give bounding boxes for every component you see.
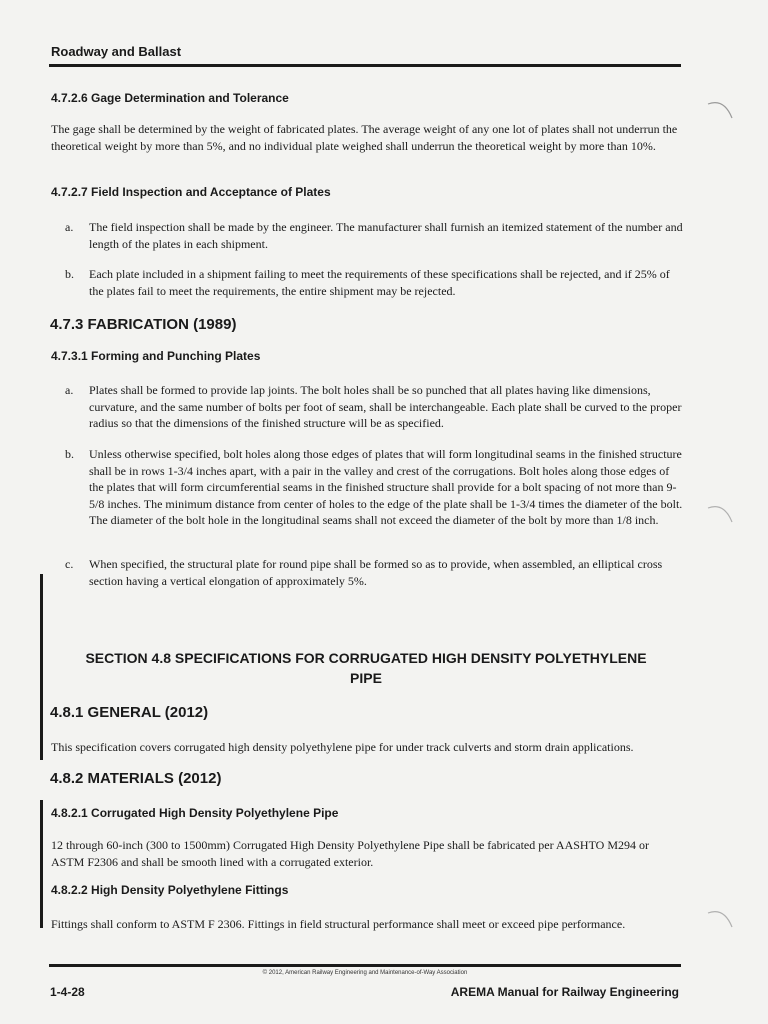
footer-rule	[49, 964, 681, 967]
paragraph-fittings: Fittings shall conform to ASTM F 2306. Fittings in field structural performance shall meet or exceed pipe performance.	[51, 917, 626, 931]
heading-4-7-2-7: 4.7.2.7 Field Inspection and Acceptance of Plates	[51, 185, 331, 199]
manual-title: AREMA Manual for Railway Engineering	[450, 985, 679, 999]
change-bar	[40, 574, 43, 760]
binder-hole-mark-middle	[706, 500, 736, 530]
binder-hole-mark-top	[706, 96, 736, 126]
heading-4-8-2-2: 4.8.2.2 High Density Polyethylene Fittings	[51, 883, 289, 897]
section-title-line-2: PIPE	[350, 670, 382, 686]
heading-4-8-1: 4.8.1 GENERAL (2012)	[50, 704, 209, 721]
list-item-text: Unless otherwise specified, bolt holes along those edges of plates that will form longitudinal seams in the finished structure shall be in rows 1-3/4 inches apart, with a pair in the valley and crest of the corrugations. Bolt holes along those edges of the plates that will form circumferential seams in the finished structure shall provide for a bolt spacing of not more than 9-5/8 inches. The minimum distance from center of holes to the edge of the plate shall be 1-3/4 times the diameter of the bolt. The diameter of the bolt hole in the longitudinal seams shall not exceed the diameter of the bolt by more than 1/8 inch.	[89, 447, 683, 527]
list-marker: b.	[65, 267, 74, 281]
paragraph-corrugated-pipe: 12 through 60-inch (300 to 1500mm) Corrugated High Density Polyethylene Pipe shall be fabricated per AASHTO M294 or ASTM F2306 and shall be smooth lined with a corrugated exterior.	[51, 838, 650, 869]
list-marker: c.	[65, 557, 74, 571]
list-marker: a.	[65, 383, 74, 397]
list-item-text: When specified, the structural plate for round pipe shall be formed so as to provide, when assembled, an elliptical cross section having a vertical elongation of approximately 5%.	[89, 557, 663, 588]
binder-hole-mark-bottom	[706, 905, 736, 935]
change-bar	[40, 800, 43, 928]
section-title	[51, 648, 681, 688]
heading-4-7-3-1: 4.7.3.1 Forming and Punching Plates	[51, 349, 261, 363]
running-header: Roadway and Ballast	[51, 44, 182, 59]
header-rule	[49, 64, 681, 67]
list-marker: a.	[65, 220, 74, 234]
heading-4-7-2-6: 4.7.2.6 Gage Determination and Tolerance	[51, 91, 289, 105]
list-item-text: Each plate included in a shipment failing to meet the requirements of these specifications shall be rejected, and if 25% of the plates fail to meet the requirements, the entire shipment may be rejected.	[89, 267, 670, 298]
heading-4-7-3: 4.7.3 FABRICATION (1989)	[50, 316, 237, 333]
list-item-text: The field inspection shall be made by the engineer. The manufacturer shall furnish an itemized statement of the number and length of the plates in each shipment.	[89, 220, 683, 251]
list-item-text: Plates shall be formed to provide lap joints. The bolt holes shall be so punched that all plates having like dimensions, curvature, and the same number of bolts per foot of seam, shall be interchangeable. Each plate shall be curved to the proper radius so that the dimensions of the finished structure will be as specified.	[89, 383, 682, 430]
page-number: 1-4-28	[50, 985, 85, 999]
heading-4-8-2: 4.8.2 MATERIALS (2012)	[50, 770, 222, 787]
list-marker: b.	[65, 447, 74, 461]
paragraph-general: This specification covers corrugated high density polyethylene pipe for under track culverts and storm drain applications.	[51, 740, 634, 754]
copyright-notice: © 2012, American Railway Engineering and Maintenance-of-Way Association	[262, 970, 468, 976]
section-title-line-1: SECTION 4.8 SPECIFICATIONS FOR CORRUGATED HIGH DENSITY POLYETHYLENE	[85, 650, 647, 666]
paragraph-gage-determination: The gage shall be determined by the weight of fabricated plates. The average weight of any one lot of plates shall not underrun the theoretical weight by more than 5%, and no individual plate weighed shall underrun the theoretical weight by more than 10%.	[51, 122, 678, 153]
heading-4-8-2-1: 4.8.2.1 Corrugated High Density Polyethylene Pipe	[51, 806, 339, 820]
